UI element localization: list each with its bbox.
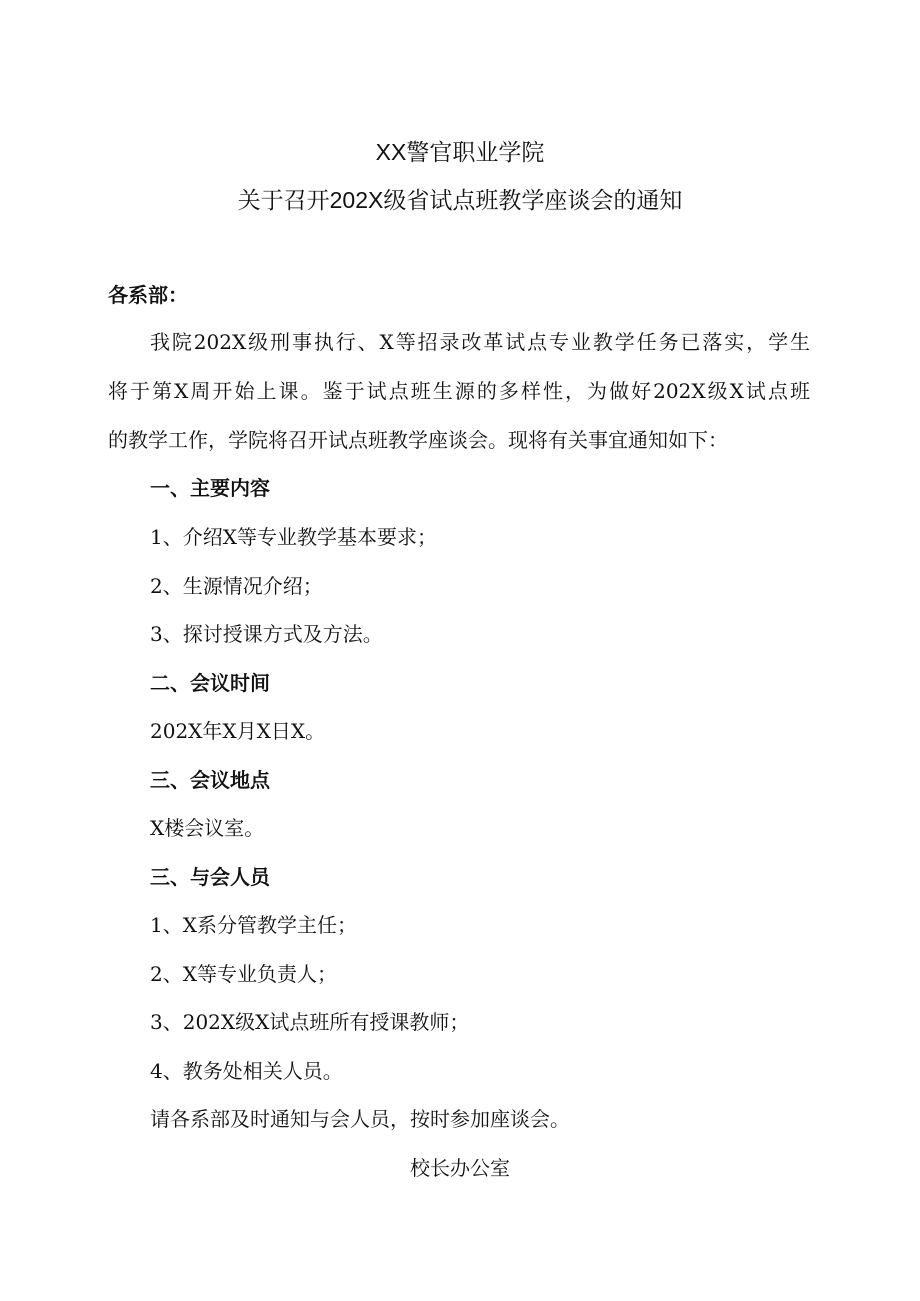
intro-line-2: 将于第X周开始上课。鉴于试点班生源的多样性，为做好202X级X试点班 (108, 379, 810, 403)
salutation: 各系部： (108, 283, 188, 307)
section-heading-attendees: 三、与会人员 (150, 865, 270, 889)
attendee-item: 1、X系分管教学主任； (150, 913, 357, 937)
content-item: 3、探讨授课方式及方法。 (150, 622, 383, 646)
intro-line-3: 的教学工作，学院将召开试点班教学座谈会。现将有关事宜通知如下： (108, 428, 728, 452)
school-name: XX警官职业学院 (375, 139, 545, 165)
content-item: 1、介绍X等专业教学基本要求； (150, 525, 437, 549)
notice-title: 关于召开202X级省试点班教学座谈会的通知 (237, 187, 683, 213)
content-item: 2、生源情况介绍； (150, 574, 323, 598)
intro-line-1: 我院202X级刑事执行、X等招录改革试点专业教学任务已落实，学生 (150, 330, 810, 354)
signature: 校长办公室 (410, 1156, 510, 1180)
meeting-place: X楼会议室。 (150, 816, 265, 840)
meeting-time: 202X年X月X日X。 (150, 719, 326, 743)
closing-note: 请各系部及时通知与会人员，按时参加座谈会。 (150, 1107, 570, 1131)
section-heading-content: 一、主要内容 (150, 476, 270, 500)
attendee-item: 4、教务处相关人员。 (150, 1059, 343, 1083)
section-heading-time: 二、会议时间 (150, 671, 270, 695)
section-heading-place: 三、会议地点 (150, 768, 270, 792)
attendee-item: 3、202X级X试点班所有授课教师； (150, 1010, 470, 1034)
attendee-item: 2、X等专业负责人； (150, 962, 337, 986)
